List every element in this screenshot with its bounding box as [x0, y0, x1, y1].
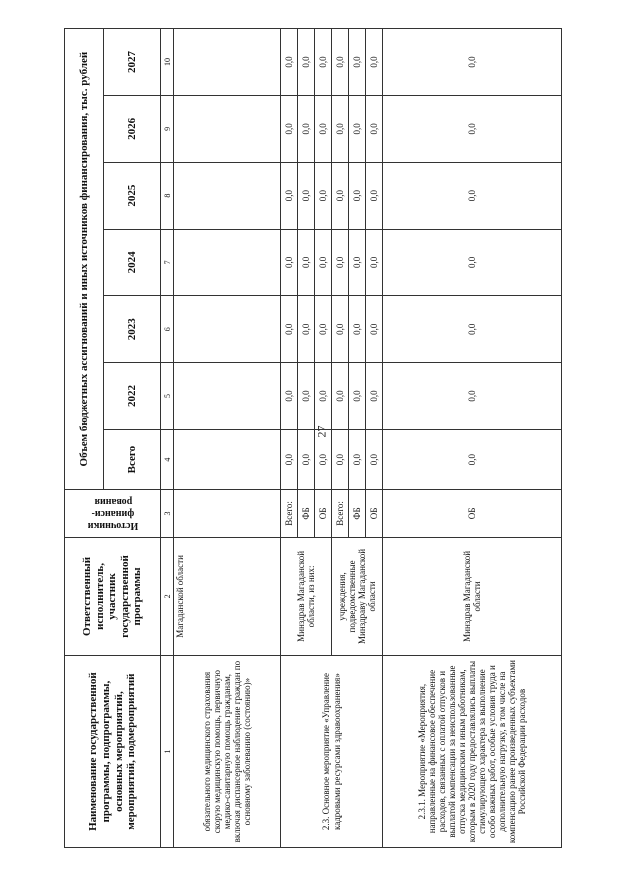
- value-cell: 0,0: [298, 296, 315, 363]
- header-budget: Объем бюджетных ассигнований и иных источников финансирования, тыс. рублей: [65, 29, 104, 490]
- source-cell: ФБ: [298, 490, 315, 537]
- source-cell: ОБ: [315, 490, 332, 537]
- value-cell: 0,0: [281, 429, 298, 489]
- value-cell: 0,0: [383, 229, 562, 296]
- header-year: 2025: [104, 162, 161, 229]
- value-cell: 0,0: [332, 363, 349, 430]
- value-cell: 0,0: [332, 429, 349, 489]
- value-cell: 0,0: [383, 162, 562, 229]
- value-cell: 0,0: [349, 162, 366, 229]
- source-cell: ФБ: [349, 490, 366, 537]
- value-cell: 0,0: [349, 363, 366, 430]
- value-cell: 0,0: [298, 162, 315, 229]
- value-cell: 0,0: [332, 296, 349, 363]
- table-row: [281, 29, 298, 848]
- value-cell: 0,0: [298, 95, 315, 162]
- header-row-1: [65, 29, 104, 848]
- value-cell: 0,0: [349, 229, 366, 296]
- column-number: 2: [161, 537, 174, 656]
- value-cell: 0,0: [366, 363, 383, 430]
- measure-2-3-subordinate: учреждения, подведомственные Минздраву Магаданской области: [332, 537, 383, 656]
- value-cell: 0,0: [315, 95, 332, 162]
- continued-name: обязательного медицинского страхования скорую медицинскую помощь, первичную медико-санитарную помощь гражданам, включая диспансерное наблюдение граждан по основному заболеванию (состоянию)»: [174, 656, 281, 848]
- header-year: 2027: [104, 29, 161, 96]
- value-cell: 0,0: [315, 429, 332, 489]
- value-cell: 0,0: [349, 95, 366, 162]
- source-cell: ОБ: [383, 490, 562, 537]
- value-cell: 0,0: [315, 363, 332, 430]
- column-number: 4: [161, 429, 174, 489]
- value-cell: 0,0: [281, 162, 298, 229]
- source-cell: Всего:: [281, 490, 298, 537]
- value-cell: 0,0: [298, 363, 315, 430]
- value-cell: 0,0: [366, 162, 383, 229]
- value-cell: 0,0: [315, 296, 332, 363]
- source-cell: Всего:: [332, 490, 349, 537]
- header-year: 2023: [104, 296, 161, 363]
- measure-2-3-responsible: Минздрав Магаданской области, из них:: [281, 537, 332, 656]
- value-cell: 0,0: [315, 29, 332, 96]
- column-number-row: [161, 29, 174, 848]
- value-cell: 0,0: [383, 429, 562, 489]
- value-cell: 0,0: [281, 29, 298, 96]
- column-number: 1: [161, 656, 174, 848]
- value-cell: 0,0: [332, 162, 349, 229]
- table-row: [383, 29, 562, 848]
- value-cell: 0,0: [315, 162, 332, 229]
- column-number: 3: [161, 490, 174, 537]
- header-source-cell: [65, 490, 161, 537]
- source-cell: ОБ: [366, 490, 383, 537]
- value-cell: 0,0: [366, 296, 383, 363]
- value-cell: 0,0: [366, 229, 383, 296]
- page-number: 27: [314, 425, 329, 438]
- value-cell: 0,0: [298, 229, 315, 296]
- header-source: Источники финанси- рования: [87, 496, 138, 532]
- value-cell: 0,0: [332, 29, 349, 96]
- value-cell: 0,0: [332, 229, 349, 296]
- budget-table: [64, 28, 562, 848]
- header-year: 2026: [104, 95, 161, 162]
- rotated-page: [64, 28, 562, 848]
- column-number: 8: [161, 162, 174, 229]
- value-cell: 0,0: [281, 363, 298, 430]
- measure-2-3-name: 2.3. Основное мероприятие «Управление кадровыми ресурсами здравоохранения»: [281, 656, 383, 848]
- value-cell: 0,0: [281, 229, 298, 296]
- value-cell: 0,0: [298, 29, 315, 96]
- value-cell: 0,0: [281, 296, 298, 363]
- header-total: Всего: [104, 429, 161, 489]
- column-number: 7: [161, 229, 174, 296]
- value-cell: 0,0: [281, 95, 298, 162]
- header-year: 2022: [104, 363, 161, 430]
- value-cell: 0,0: [383, 95, 562, 162]
- value-cell: 0,0: [349, 29, 366, 96]
- value-cell: 0,0: [383, 29, 562, 96]
- value-cell: 0,0: [383, 363, 562, 430]
- column-number: 6: [161, 296, 174, 363]
- measure-2-3-1-responsible: Минздрав Магаданской области: [383, 537, 562, 656]
- value-cell: 0,0: [349, 429, 366, 489]
- header-responsible: Ответственный исполнитель, участник государственной программы: [65, 537, 161, 656]
- column-number: 5: [161, 363, 174, 430]
- value-cell: 0,0: [366, 29, 383, 96]
- column-number: 10: [161, 29, 174, 96]
- continued-responsible: Магаданской области: [174, 537, 281, 656]
- value-cell: 0,0: [366, 95, 383, 162]
- value-cell: 0,0: [315, 229, 332, 296]
- measure-2-3-1-name: 2.3.1. Мероприятие «Мероприятия, направленные на финансовое обеспечение расходов, связанных с оплатой отпусков и выплатой компенсации за неиспользованные отпуска медицинским и иным работникам, которым в 2020 году предоставлялись выплаты стимулирующего характера за выполнение особо важных работ, особые условия труда и дополнительную нагрузку, в том числе на компенсацию ранее произведенных субъектами Российской Федерации расходов: [383, 656, 562, 848]
- value-cell: 0,0: [383, 296, 562, 363]
- header-name: Наименование государственной программы, подпрограммы, основных мероприятий, мероприятий, подмероприятий: [65, 656, 161, 848]
- column-number: 9: [161, 95, 174, 162]
- header-year: 2024: [104, 229, 161, 296]
- value-cell: 0,0: [366, 429, 383, 489]
- value-cell: 0,0: [332, 95, 349, 162]
- value-cell: 0,0: [298, 429, 315, 489]
- table-row-continued: [174, 29, 281, 848]
- value-cell: 0,0: [349, 296, 366, 363]
